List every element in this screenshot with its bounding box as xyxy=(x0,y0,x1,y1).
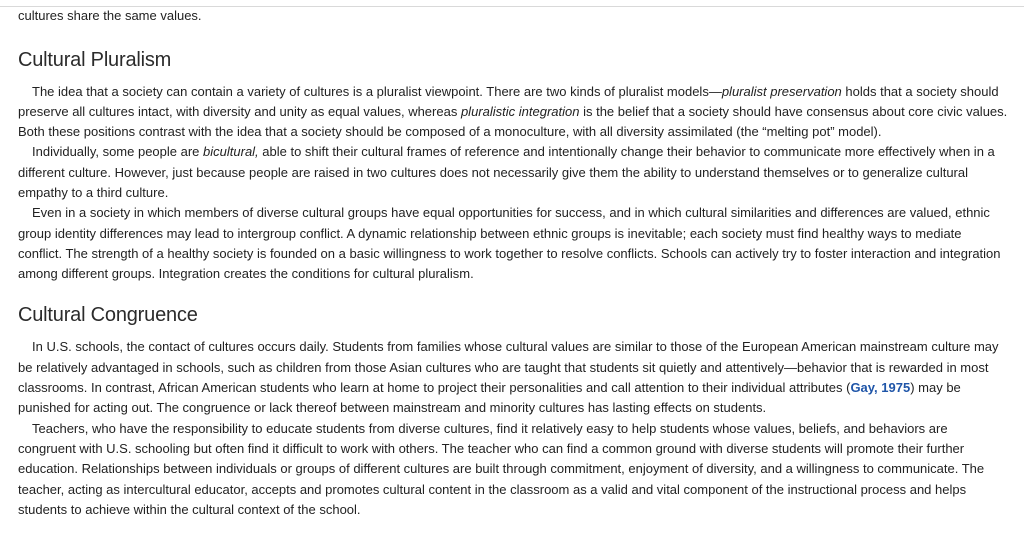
pluralism-paragraph-3: Even in a society in which members of diverse cultural groups have equal opportunities for success, and in which cultural similarities and differences are valued, ethnic group identity differences may lead to intergroup conflict. A dynamic relationship between ethnic groups is inevitable; each society must find healthy ways to mediate conflict. The strength of a healthy society is founded on a basic willingness to work together to resolve conflicts. Schools can actively try to foster interaction and integration among different groups. Integration creates the conditions for cultural pluralism. xyxy=(18,205,1001,282)
congruence-paragraph-1: In U.S. schools, the contact of cultures occurs daily. Students from families whose cultural values are similar to those of the European American mainstream culture may be relatively advantaged in schools, such as children from those Asian cultures who are taught that students sit quietly and attentively—behavior that is rewarded in most classrooms. In contrast, African American students who learn at home to project their personalities and call attention to their individual attributes (Gay, 1975) may be punished for acting out. The congruence or lack thereof between mainstream and minority cultures has lasting effects on students. xyxy=(18,339,999,416)
citation-link-gay-1975[interactable]: Gay, 1975 xyxy=(850,380,911,396)
term-pluralist-preservation: pluralist preservation xyxy=(721,83,842,99)
term-pluralistic-integration: pluralistic integration xyxy=(460,103,580,119)
article-body xyxy=(18,0,1008,520)
section-heading-congruence: Cultural Congruence xyxy=(18,304,198,327)
congruence-paragraph-2: Teachers, who have the responsibility to educate students from diverse cultures, find it relatively easy to help students whose values, beliefs, and behaviors are congruent with U.S. schooling but often find it difficult to work with others. The teacher who can find a common ground with diverse students will promote their further education. Relationships between individuals or groups of different cultures are built through commitment, enjoyment of diversity, and a willingness to communicate. The teacher, acting as intercultural educator, accepts and promotes cultural content in the classroom as a valid and vital component of the instructional process and helps students to achieve within the cultural context of the school. xyxy=(18,420,985,517)
term-bicultural: bicultural, xyxy=(203,144,259,160)
pluralism-paragraph-1: The idea that a society can contain a variety of cultures is a pluralist viewpoint. There are two kinds of pluralist models—pluralist preservation holds that a society should preserve all cultures intact, with diversity and unity as equal values, whereas pluralistic integration is the belief that a society should have consensus about core civic values. Both these positions contrast with the idea that a society should be composed of a monoculture, with all diversity assimilated (the “melting pot” model). xyxy=(18,83,1008,140)
previous-section-tail: cultures share the same values. xyxy=(18,8,202,23)
cultural-congruence-section xyxy=(18,302,1008,520)
pluralism-paragraph-2: Individually, some people are bicultural, able to shift their cultural frames of reference and intentionally change their behavior to communicate more effectively when in a different culture. However, just because people are raised in two cultures does not necessarily give them the ability to understand themselves or to generalize cultural empathy to a third culture. xyxy=(18,144,995,200)
cultural-pluralism-section xyxy=(18,47,1008,285)
section-heading-pluralism: Cultural Pluralism xyxy=(18,48,172,71)
